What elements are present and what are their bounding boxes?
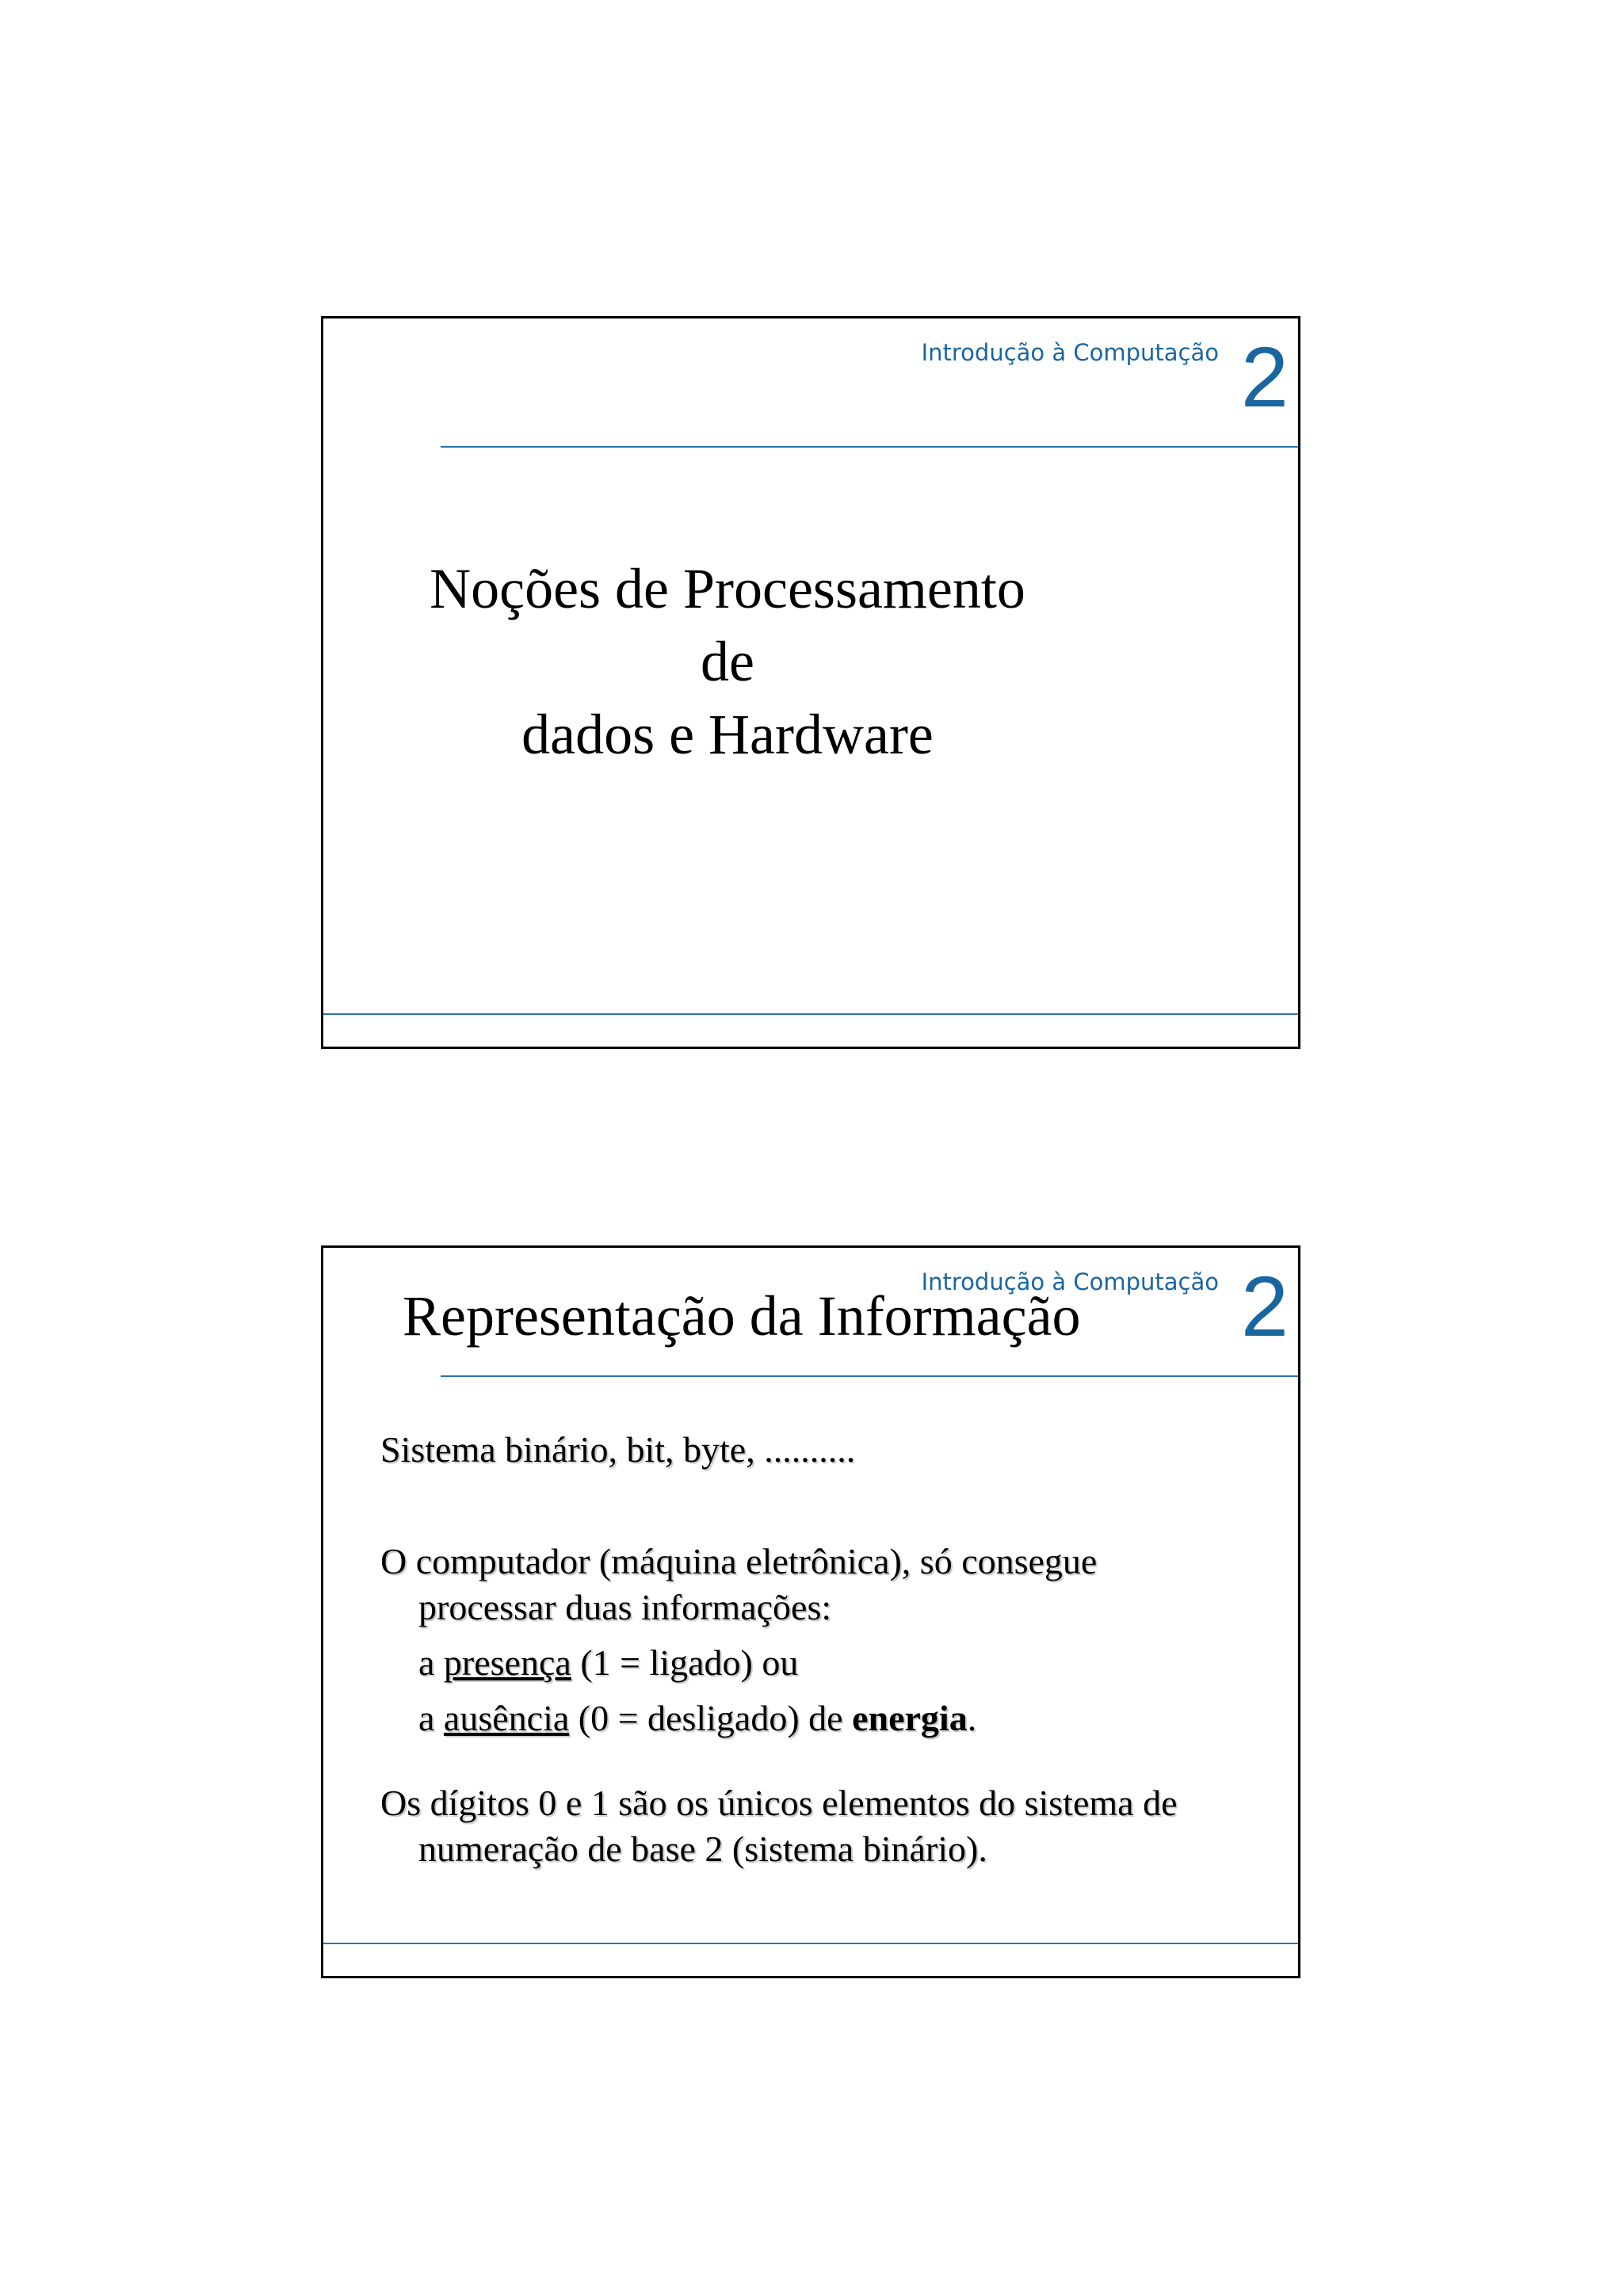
course-name: Introdução à Computação bbox=[921, 339, 1219, 366]
underlined-term: presença bbox=[443, 1642, 571, 1683]
lecture-number: 2 bbox=[1240, 329, 1289, 425]
bullet-end: . bbox=[967, 1698, 977, 1738]
slide-2 bbox=[321, 1245, 1300, 1978]
footer-divider bbox=[323, 1013, 1298, 1015]
bold-term: energia bbox=[852, 1698, 968, 1738]
bullet-prefix: a bbox=[418, 1642, 444, 1683]
paragraph-line: numeração de base 2 (sistema binário). bbox=[418, 1829, 987, 1869]
bullet-text: (1 = ligado) ou bbox=[571, 1642, 799, 1683]
footer-divider bbox=[323, 1943, 1298, 1944]
bullet-absence bbox=[380, 1695, 1266, 1741]
slide-1 bbox=[321, 316, 1300, 1049]
course-name: Introdução à Computação bbox=[921, 1268, 1219, 1295]
slide-title bbox=[418, 552, 1037, 771]
header-divider bbox=[441, 446, 1298, 448]
paragraph-line: processar duas informações: bbox=[418, 1587, 832, 1627]
bullet-text: (0 = desligado) de bbox=[569, 1698, 853, 1738]
bullet-presence bbox=[380, 1640, 1266, 1686]
slide-title: Representação da Informação bbox=[403, 1284, 1081, 1348]
lecture-number: 2 bbox=[1240, 1258, 1289, 1354]
paragraph-digits bbox=[380, 1780, 1266, 1872]
paragraph-text bbox=[380, 1780, 1266, 1872]
title-line-2: dados e Hardware bbox=[521, 703, 934, 766]
topic-line: Sistema binário, bit, byte, .......... bbox=[380, 1429, 856, 1470]
paragraph-computer bbox=[380, 1539, 1266, 1741]
title-line-1: Noções de Processamento de bbox=[430, 557, 1025, 693]
bullet-prefix: a bbox=[418, 1698, 444, 1738]
paragraph-text bbox=[380, 1539, 1266, 1630]
underlined-term: ausência bbox=[443, 1698, 570, 1738]
header-divider bbox=[441, 1375, 1298, 1377]
paragraph-line: Os dígitos 0 e 1 são os únicos elementos do sistema de bbox=[380, 1783, 1178, 1823]
paragraph-line: O computador (máquina eletrônica), só consegue bbox=[380, 1541, 1098, 1581]
